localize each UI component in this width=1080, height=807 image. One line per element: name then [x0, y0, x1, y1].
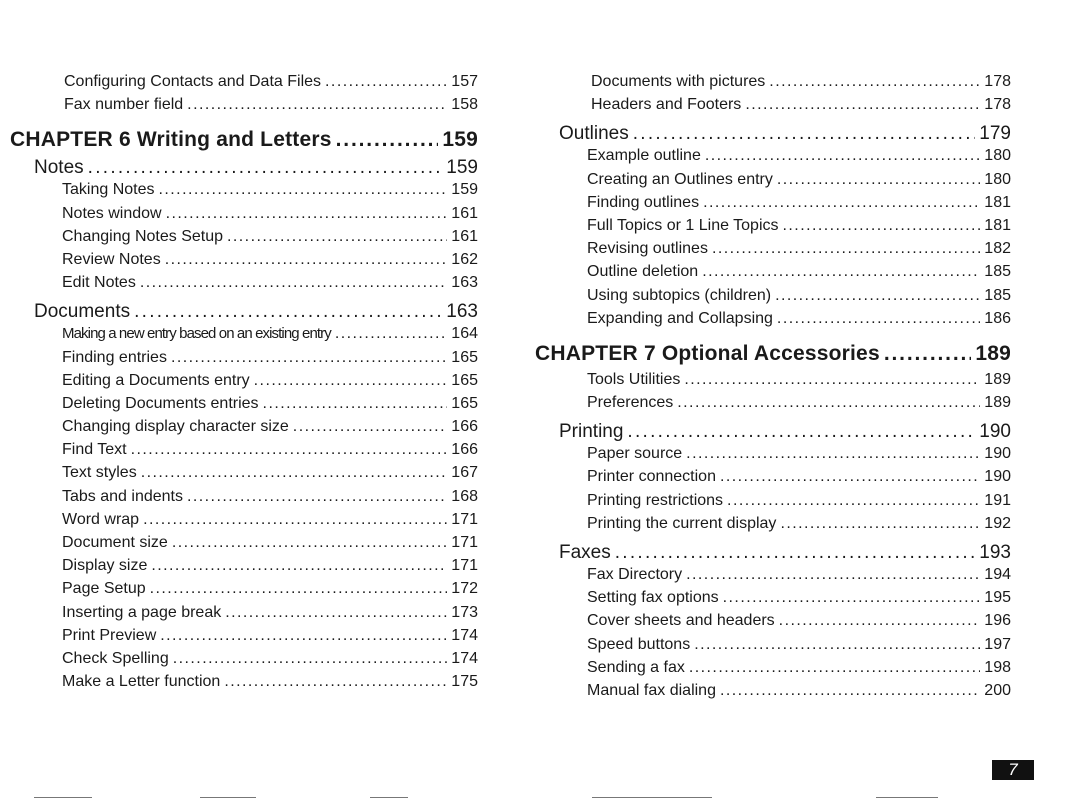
toc-entry[interactable] [10, 580, 478, 603]
dot-leader [712, 240, 980, 258]
dot-leader [703, 194, 980, 212]
toc-entry-page-number: 165 [451, 394, 478, 412]
toc-entry-title: Fax Directory [587, 566, 683, 583]
dot-leader [720, 468, 980, 486]
toc-entry-title: Printing the current display [587, 514, 777, 532]
toc-entry-title: Fax number field [64, 96, 184, 114]
toc-entry-title: Printer connection [587, 468, 716, 486]
dot-leader [166, 205, 448, 223]
section-heading-page-number: 193 [979, 542, 1011, 563]
dot-leader [160, 627, 447, 645]
toc-entry-page-number: 180 [984, 170, 1011, 188]
toc-entry-page-number: 163 [451, 274, 478, 292]
dot-leader [723, 589, 981, 607]
toc-entry-title: Text styles [62, 464, 137, 482]
dot-leader [769, 73, 980, 91]
toc-entry-title: Display size [62, 557, 148, 575]
toc-entry-title: Revising outlines [587, 240, 708, 258]
toc-entry-page-number: 159 [451, 181, 478, 199]
toc-entry-title: Taking Notes [62, 181, 155, 199]
toc-entry-title: Tabs and indents [62, 487, 183, 505]
dot-leader [151, 557, 447, 575]
dot-leader [173, 650, 448, 668]
section-heading-page-number: 190 [979, 421, 1011, 443]
toc-left-column [10, 73, 478, 696]
dot-leader [677, 394, 980, 412]
toc-right-column [535, 73, 1011, 705]
dot-leader [627, 421, 975, 443]
toc-entry-page-number: 185 [984, 286, 1011, 304]
toc-entry-title: Find Text [62, 441, 127, 459]
toc-entry[interactable] [535, 73, 1011, 96]
dot-leader [336, 128, 439, 152]
toc-entry-title: Page Setup [62, 580, 146, 598]
toc-entry[interactable] [10, 441, 478, 464]
chapter-heading-page-number: 189 [975, 341, 1011, 365]
page-number-badge: 7 [992, 760, 1034, 780]
toc-entry-title: Documents with pictures [591, 73, 766, 90]
toc-entry-page-number: 197 [984, 635, 1011, 653]
toc-entry-title: Cover sheets and headers [587, 612, 775, 630]
dot-leader [131, 441, 448, 459]
toc-entry[interactable] [535, 612, 1011, 635]
toc-entry[interactable] [535, 682, 1011, 705]
toc-entry[interactable] [10, 511, 478, 534]
dot-leader [224, 673, 447, 691]
toc-entry-page-number: 191 [984, 491, 1011, 509]
toc-entry-title: Deleting Documents entries [62, 394, 259, 412]
dot-leader [775, 287, 980, 305]
dot-leader [187, 96, 447, 114]
dot-leader [227, 228, 447, 246]
toc-entry[interactable] [535, 194, 1011, 217]
toc-entry[interactable] [535, 171, 1011, 194]
toc-entry-title: Word wrap [62, 510, 140, 528]
toc-entry-page-number: 165 [451, 371, 478, 389]
toc-entry[interactable] [10, 205, 478, 228]
toc-entry-page-number: 181 [984, 193, 1011, 211]
toc-entry-page-number: 168 [451, 487, 478, 505]
dot-leader [884, 342, 972, 366]
section-heading[interactable] [10, 157, 478, 181]
dot-leader [727, 492, 980, 510]
toc-entry-page-number: 200 [984, 681, 1011, 699]
toc-entry[interactable] [535, 445, 1011, 468]
toc-entry[interactable] [535, 566, 1011, 589]
toc-entry-page-number: 182 [984, 240, 1011, 258]
toc-entry[interactable] [10, 181, 478, 204]
toc-entry-page-number: 174 [451, 649, 478, 667]
section-heading[interactable] [535, 542, 1011, 566]
dot-leader [134, 301, 442, 323]
dot-leader [777, 310, 980, 328]
dot-leader [705, 147, 980, 165]
dot-leader [88, 157, 443, 179]
toc-entry-title: Check Spelling [62, 649, 169, 667]
toc-entry-page-number: 178 [984, 73, 1011, 90]
toc-entry-title: Finding outlines [587, 193, 700, 211]
toc-entry[interactable] [10, 73, 478, 96]
dot-leader [633, 123, 976, 145]
scan-artifact [200, 797, 256, 798]
dot-leader [325, 73, 447, 91]
toc-entry-page-number: 166 [451, 418, 478, 436]
dot-leader [165, 251, 448, 269]
toc-entry[interactable] [535, 240, 1011, 263]
toc-entry-title: Tools Utilities [587, 370, 681, 388]
toc-entry-title: Outline deletion [587, 263, 699, 281]
scan-artifact [370, 797, 408, 798]
toc-entry-page-number: 173 [451, 603, 478, 621]
toc-entry[interactable] [10, 604, 478, 627]
toc-entry[interactable] [10, 251, 478, 274]
toc-entry-title: Paper source [587, 445, 683, 463]
toc-entry[interactable] [10, 627, 478, 650]
chapter-heading[interactable] [535, 337, 1011, 371]
toc-entry[interactable] [10, 395, 478, 418]
toc-entry-page-number: 158 [451, 96, 478, 114]
toc-entry[interactable] [10, 274, 478, 297]
dot-leader [172, 534, 447, 552]
dot-leader [187, 488, 447, 506]
toc-entry-title: Speed buttons [587, 635, 691, 653]
dot-leader [141, 464, 448, 482]
dot-leader [720, 682, 980, 700]
toc-entry-title: Manual fax dialing [587, 681, 716, 699]
toc-entry-title: Creating an Outlines entry [587, 170, 773, 188]
toc-entry-title: Review Notes [62, 250, 161, 268]
toc-entry-title: Edit Notes [62, 274, 136, 292]
toc-entry-page-number: 189 [984, 394, 1011, 412]
toc-entry-page-number: 189 [984, 370, 1011, 388]
toc-entry-page-number: 165 [451, 348, 478, 366]
section-heading-page-number: 159 [446, 157, 478, 179]
toc-entry[interactable] [535, 287, 1011, 310]
toc-entry-page-number: 161 [451, 204, 478, 222]
toc-entry-page-number: 190 [984, 445, 1011, 463]
toc-entry[interactable] [535, 147, 1011, 170]
chapter-heading-title: CHAPTER 7 Optional Accessories [535, 341, 880, 365]
toc-entry-title: Full Topics or 1 Line Topics [587, 216, 779, 234]
chapter-heading-page-number: 159 [442, 128, 478, 152]
toc-entry-page-number: 181 [984, 216, 1011, 234]
toc-entry[interactable] [535, 394, 1011, 417]
toc-entry-page-number: 166 [451, 441, 478, 459]
toc-entry[interactable] [535, 468, 1011, 491]
toc-entry[interactable] [535, 310, 1011, 333]
scan-artifact [876, 797, 938, 798]
toc-entry[interactable] [10, 228, 478, 251]
section-heading-title: Notes [34, 157, 84, 179]
dot-leader [159, 181, 448, 199]
toc-entry-title: Inserting a page break [62, 603, 222, 621]
dot-leader [615, 542, 976, 564]
dot-leader [702, 263, 980, 281]
toc-entry-page-number: 171 [451, 510, 478, 528]
toc-entry-title: Finding entries [62, 348, 167, 366]
toc-entry-title: Changing display character size [62, 418, 289, 436]
toc-entry-title: Editing a Documents entry [62, 371, 250, 389]
toc-entry-page-number: 167 [451, 464, 478, 482]
toc-entry[interactable] [535, 492, 1011, 515]
toc-entry[interactable] [10, 325, 478, 348]
toc-entry[interactable] [10, 349, 478, 372]
dot-leader [780, 515, 980, 533]
toc-entry-title: Print Preview [62, 626, 157, 644]
chapter-heading-title: CHAPTER 6 Writing and Letters [10, 128, 332, 152]
toc-entry-title: Notes window [62, 204, 162, 222]
toc-entry-page-number: 198 [984, 658, 1011, 676]
toc-entry-page-number: 164 [451, 325, 478, 343]
toc-entry-title: Make a Letter function [62, 673, 221, 691]
toc-entry-page-number: 171 [451, 534, 478, 551]
toc-entry[interactable] [535, 263, 1011, 286]
toc-entry-page-number: 175 [451, 673, 478, 691]
section-heading-title: Documents [34, 301, 131, 323]
toc-entry[interactable] [535, 659, 1011, 682]
toc-entry-page-number: 171 [451, 557, 478, 575]
toc-entry-title: Example outline [587, 147, 701, 165]
dot-leader [689, 659, 980, 677]
toc-entry-title: Headers and Footers [591, 96, 742, 114]
dot-leader [254, 372, 448, 390]
dot-leader [783, 217, 981, 235]
section-heading[interactable] [10, 301, 478, 325]
toc-entry[interactable] [535, 589, 1011, 612]
dot-leader [143, 511, 447, 529]
toc-entry[interactable] [535, 636, 1011, 659]
toc-entry-page-number: 180 [984, 147, 1011, 165]
toc-entry[interactable] [10, 650, 478, 673]
dot-leader [150, 580, 448, 598]
toc-entry[interactable] [10, 534, 478, 557]
dot-leader [686, 566, 980, 584]
toc-entry-page-number: 157 [451, 73, 478, 90]
dot-leader [171, 349, 447, 367]
scan-artifact [34, 797, 92, 798]
toc-entry-page-number: 162 [451, 250, 478, 268]
toc-entry-title: Sending a fax [587, 658, 685, 676]
toc-entry-page-number: 192 [984, 514, 1011, 532]
dot-leader [779, 612, 981, 630]
toc-entry[interactable] [535, 515, 1011, 538]
dot-leader [686, 445, 980, 463]
chapter-heading[interactable] [10, 123, 478, 157]
dot-leader [684, 371, 980, 389]
section-heading-title: Faxes [559, 542, 611, 563]
scan-artifact [592, 797, 712, 798]
toc-entry-page-number: 196 [984, 612, 1011, 630]
toc-entry[interactable] [10, 464, 478, 487]
toc-entry-page-number: 186 [984, 309, 1011, 327]
section-heading-title: Outlines [559, 123, 629, 145]
dot-leader [777, 171, 980, 189]
section-heading[interactable] [535, 123, 1011, 147]
section-heading-page-number: 179 [979, 123, 1011, 145]
dot-leader [293, 418, 448, 436]
toc-entry-page-number: 195 [984, 589, 1011, 607]
toc-entry[interactable] [10, 372, 478, 395]
toc-entry[interactable] [535, 371, 1011, 394]
toc-entry[interactable] [535, 96, 1011, 119]
toc-entry[interactable] [10, 418, 478, 441]
toc-entry-page-number: 178 [984, 96, 1011, 114]
toc-entry-page-number: 190 [984, 468, 1011, 486]
toc-entry[interactable] [535, 217, 1011, 240]
dot-leader [263, 395, 448, 413]
toc-entry-title: Using subtopics (children) [587, 286, 772, 304]
toc-entry-title: Setting fax options [587, 589, 719, 607]
toc-entry[interactable] [10, 557, 478, 580]
toc-entry-page-number: 172 [451, 580, 478, 598]
toc-entry[interactable] [10, 673, 478, 696]
toc-entry-title: Changing Notes Setup [62, 227, 223, 245]
toc-entry-page-number: 174 [451, 626, 478, 644]
toc-entry-page-number: 161 [451, 227, 478, 245]
section-heading[interactable] [535, 421, 1011, 445]
section-heading-title: Printing [559, 421, 624, 443]
dot-leader [225, 604, 447, 622]
section-heading-page-number: 163 [446, 301, 478, 323]
dot-leader [745, 96, 980, 114]
toc-entry-title: Printing restrictions [587, 491, 724, 509]
dot-leader [140, 274, 447, 292]
toc-entry-title: Document size [62, 534, 168, 551]
toc-entry-title: Configuring Contacts and Data Files [64, 73, 322, 90]
toc-entry-title: Expanding and Collapsing [587, 309, 773, 327]
toc-entry[interactable] [10, 488, 478, 511]
toc-entry-page-number: 194 [984, 566, 1011, 583]
dot-leader [694, 636, 980, 654]
toc-entry-title: Making a new entry based on an existing entry [62, 325, 331, 343]
toc-entry-title: Preferences [587, 394, 674, 412]
toc-entry-page-number: 185 [984, 263, 1011, 281]
dot-leader [335, 325, 447, 343]
toc-entry[interactable] [10, 96, 478, 119]
